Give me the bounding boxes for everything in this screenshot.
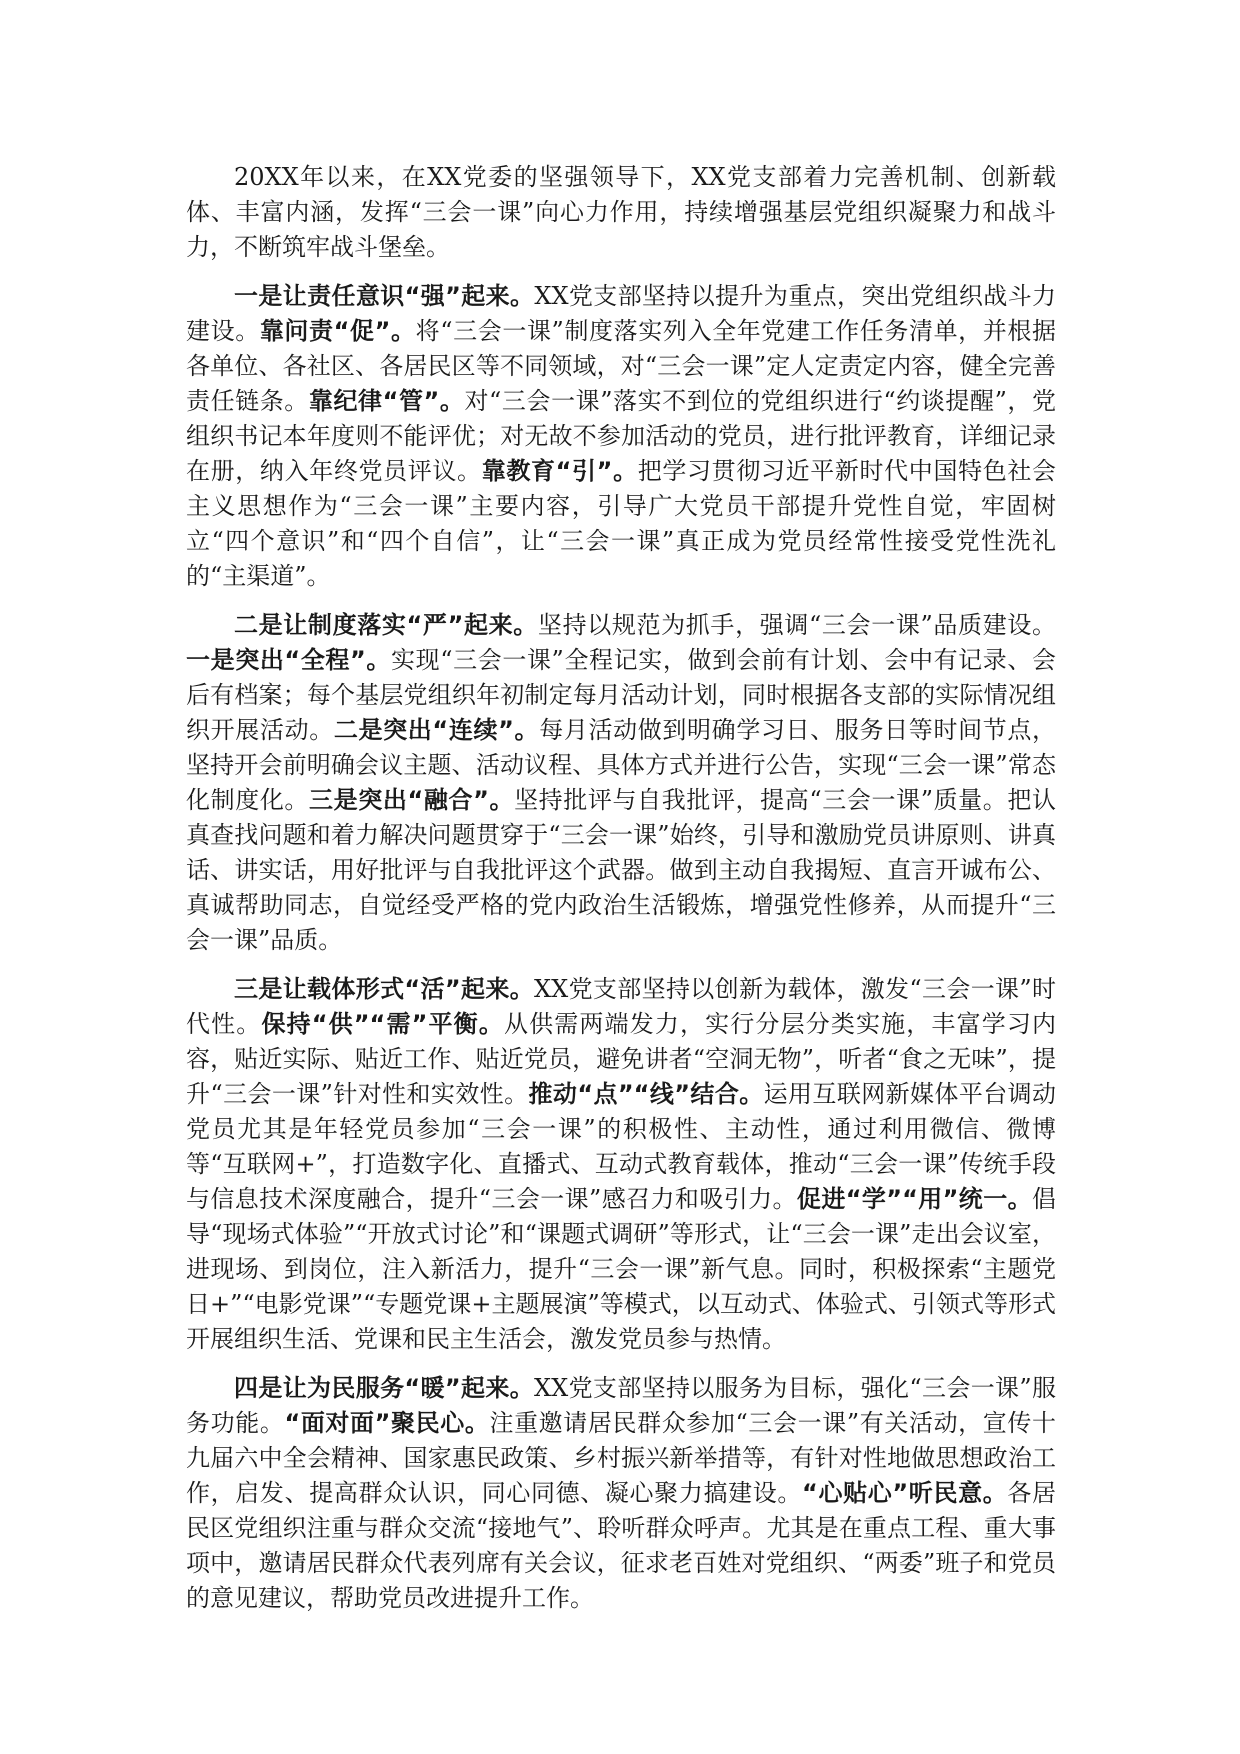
text-run: 各居民区党组织注重与群众交流“接地气”、聆听群众呼声。尤其是在重点工程、重大事项中，邀请居民群众代表列席有关会议，征求老百姓对党组织、“两委”班子和党员的意见建议，帮助党员改进提升工作。 xyxy=(186,1479,1057,1612)
sub-heading: 靠问责“促”。 xyxy=(259,317,416,345)
section-heading: 二是让制度落实“严”起来。 xyxy=(234,611,538,639)
text-run: 对“三会一课”落实不到位的党组织进行“约谈提醒”，党组织书记本年度则不能评优；对无故不参加活动的党员，进行批评教育，详细记录在册，纳入年终党员评议。 xyxy=(186,387,1057,485)
text-run: 把学习贯彻习近平新时代中国特色社会主义思想作为“三会一课”主要内容，引导广大党员干部提升党性自觉，牢固树立“四个意识”和“四个自信”，让“三会一课”真正成为党员经常性接受党性洗礼的“主渠道”。 xyxy=(186,457,1057,590)
sub-heading: “面对面”聚民心。 xyxy=(284,1409,490,1437)
text-run: 实现“三会一课”全程记实，做到会前有计划、会中有记录、会后有档案；每个基层党组织年初制定每月活动计划，同时根据各支部的实际情况组织开展活动。 xyxy=(186,646,1056,744)
section-paragraph-2 xyxy=(186,608,1056,958)
sub-heading: “心贴心”听民意。 xyxy=(802,1479,1008,1507)
section-heading: 一是让责任意识“强”起来。 xyxy=(234,282,535,310)
text-run: XX党支部坚持以提升为重点，突出党组织战斗力建设。 xyxy=(186,282,1057,345)
sub-heading: 一是突出“全程”。 xyxy=(186,646,392,674)
text-run: 注重邀请居民群众参加“三会一课”有关活动，宣传十九届六中全会精神、国家惠民政策、乡村振兴新举措等，有针对性地做思想政治工作，启发、提高群众认识，同心同德、凝心聚力搞建设。 xyxy=(186,1409,1057,1507)
sub-heading: 三是突出“融合”。 xyxy=(309,786,515,814)
text-run: 从供需两端发力，实行分层分类实施，丰富学习内容，贴近实际、贴近工作、贴近党员，避免讲者“空洞无物”，听者“食之无味”，提升“三会一课”针对性和实效性。 xyxy=(186,1010,1057,1108)
section-heading: 四是让为民服务“暖”起来。 xyxy=(234,1374,535,1402)
sub-heading: 二是突出“连续”。 xyxy=(333,716,540,744)
section-paragraph-1 xyxy=(186,279,1056,594)
text-run: XX党支部坚持以服务为目标，强化“三会一课”服务功能。 xyxy=(186,1374,1057,1437)
sub-heading: 靠教育“引”。 xyxy=(481,457,638,485)
text-run: 每月活动做到明确学习日、服务日等时间节点，坚持开会前明确会议主题、活动议程、具体方式并进行公告，实现“三会一课”常态化制度化。 xyxy=(186,716,1057,814)
sub-heading: 靠纪律“管”。 xyxy=(308,387,465,415)
sub-heading: 保持“供”“需”平衡。 xyxy=(261,1010,504,1038)
sub-heading: 推动“点”“线”结合。 xyxy=(528,1080,764,1108)
text-run: 坚持以规范为抓手，强调“三会一课”品质建设。 xyxy=(537,611,1056,639)
text-run: 倡导“现场式体验”“开放式讨论”和“课题式调研”等形式，让“三会一课”走出会议室，进现场、到岗位，注入新活力，提升“三会一课”新气息。同时，积极探索“主题党日+”“电影党课”“专题党课+主题展演”等模式，以互动式、体验式、引领式等形式开展组织生活、党课和民主生活会，激发党员参与热情。 xyxy=(186,1185,1057,1353)
text-run: 将“三会一课”制度落实列入全年党建工作任务清单，并根据各单位、各社区、各居民区等不同领域，对“三会一课”定人定责定内容，健全完善责任链条。 xyxy=(186,317,1056,415)
section-paragraph-4 xyxy=(186,1371,1056,1616)
section-heading: 三是让载体形式“活”起来。 xyxy=(234,975,535,1003)
text-run: XX党支部坚持以创新为载体，激发“三会一课”时代性。 xyxy=(186,975,1057,1038)
document-page xyxy=(186,160,1056,1630)
text-run: 坚持批评与自我批评，提高“三会一课”质量。把认真查找问题和着力解决问题贯穿于“三会一课”始终，引导和激励党员讲原则、讲真话、讲实话，用好批评与自我批评这个武器。做到主动自我揭短、直言开诚布公、真诚帮助同志，自觉经受严格的党内政治生活锻炼，增强党性修养，从而提升“三会一课”品质。 xyxy=(186,786,1057,954)
text-run: 运用互联网新媒体平台调动党员尤其是年轻党员参加“三会一课”的积极性、主动性，通过利用微信、微博等“互联网+”，打造数字化、直播式、互动式教育载体，推动“三会一课”传统手段与信息技术深度融合，提升“三会一课”感召力和吸引力。 xyxy=(186,1080,1057,1213)
section-paragraph-3 xyxy=(186,972,1056,1357)
sub-heading: 促进“学”“用”统一。 xyxy=(796,1185,1033,1213)
intro-paragraph: 20XX年以来，在XX党委的坚强领导下，XX党支部着力完善机制、创新载体、丰富内涵，发挥“三会一课”向心力作用，持续增强基层党组织凝聚力和战斗力，不断筑牢战斗堡垒。 xyxy=(186,163,1056,261)
